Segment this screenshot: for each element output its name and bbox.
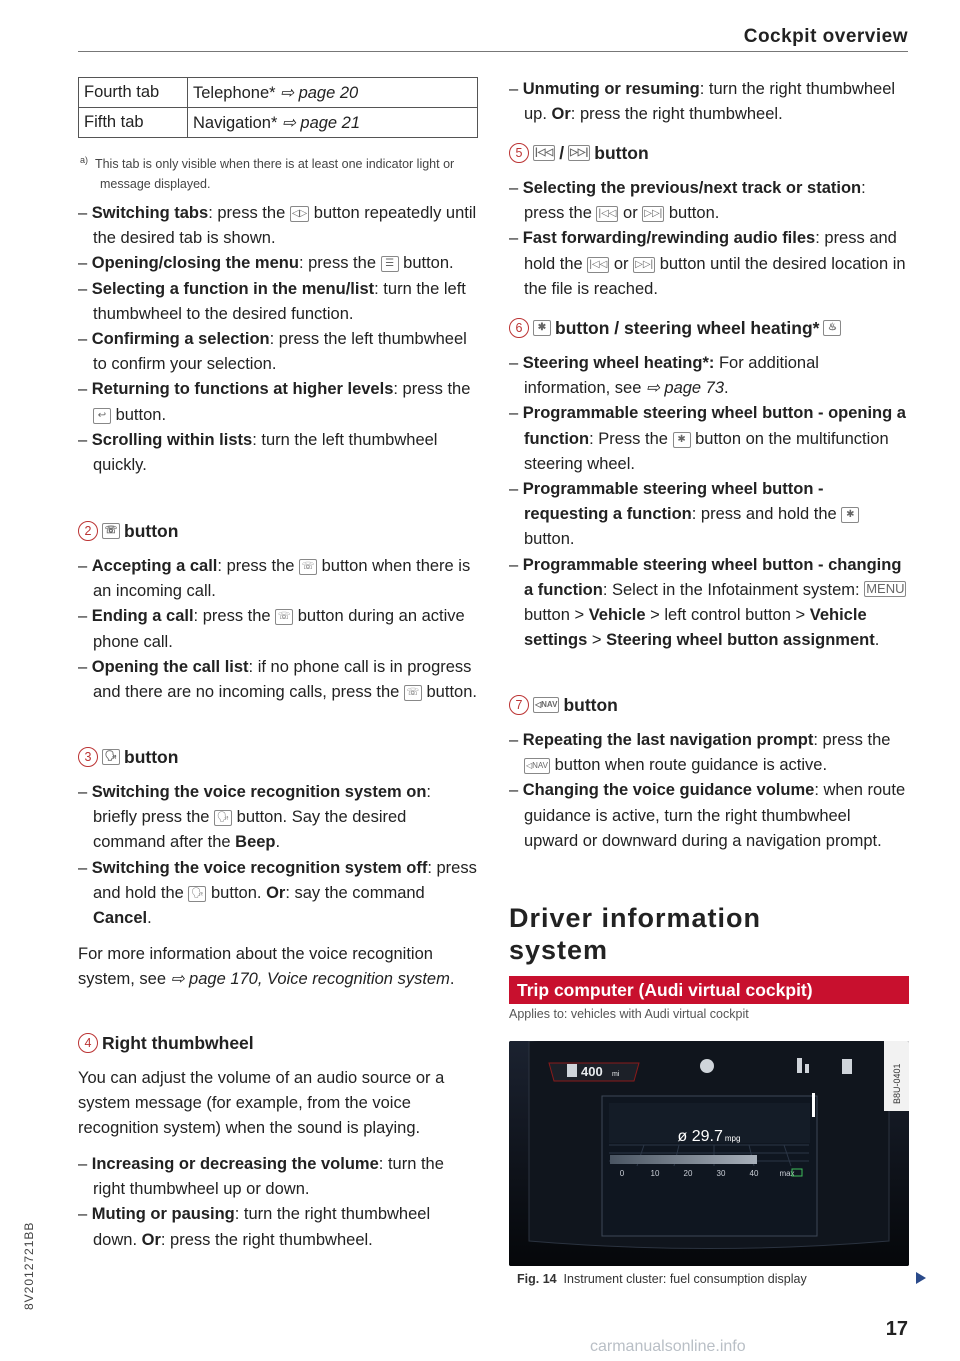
scale-tick-label: 20 bbox=[683, 1169, 693, 1178]
page-header-title: Cockpit overview bbox=[743, 26, 908, 47]
page-ref-link[interactable]: ⇨ page 21 bbox=[281, 113, 361, 132]
continue-arrow-icon bbox=[916, 1272, 926, 1284]
callout-number-icon: 4 bbox=[78, 1033, 98, 1053]
page-ref-link[interactable]: ⇨ page 73 bbox=[645, 379, 725, 398]
left-bullets bbox=[78, 201, 478, 478]
consumption-fill-bar bbox=[610, 1155, 757, 1164]
tab-switch-key-icon: ◁▷ bbox=[290, 206, 309, 222]
list-item: – Unmuting or resuming: turn the right thumbwheel up. Or: press the right thumbwheel. bbox=[509, 80, 896, 124]
list-item: – Fast forwarding/rewinding audio files: press and hold the |◁◁ or ▷▷| button until the desired location in the file is reached. bbox=[509, 229, 906, 298]
section-heading-7: 7 ◁NAV button bbox=[509, 693, 618, 717]
applies-to-note: Applies to: vehicles with Audi virtual cockpit bbox=[509, 1007, 749, 1021]
table-row bbox=[79, 78, 478, 108]
section-heading-5: 5 |◁◁ / ▷▷| button bbox=[509, 141, 649, 165]
signal-icon bbox=[797, 1058, 802, 1073]
list-item: – Repeating the last navigation prompt: press the ◁NAV button when route guidance is active. bbox=[509, 731, 891, 775]
previous-track-key-icon: |◁◁ bbox=[596, 206, 618, 222]
steering-wheel-heating-icon: ♨ bbox=[823, 320, 841, 336]
sec2-bullets bbox=[78, 554, 478, 705]
more-info-paragraph: For more information about the voice recognition system, see ⇨ page 170, Voice recognition system. bbox=[78, 945, 455, 989]
cluster-graphic bbox=[509, 1041, 909, 1266]
page-number: 17 bbox=[885, 1318, 908, 1340]
list-item: – Changing the voice guidance volume: when route guidance is active, turn the right thumbwheel upward or downward during a navigation prompt. bbox=[509, 781, 906, 850]
section-heading-4: 4 Right thumbwheel bbox=[78, 1031, 254, 1055]
programmable-key-icon: ✱ bbox=[533, 320, 551, 336]
back-key-icon: ↩ bbox=[93, 408, 111, 424]
section-heading-2: 2 ☏ button bbox=[78, 519, 178, 543]
table-row bbox=[79, 108, 478, 138]
scale-tick-label: 30 bbox=[716, 1169, 726, 1178]
section-heading-6: 6 ✱ button / steering wheel heating* ♨ bbox=[509, 316, 841, 340]
next-track-key-icon: ▷▷| bbox=[633, 257, 655, 273]
list-item: – Programmable steering wheel button - opening a function: Press the ✱ button on the multifunction steering wheel. bbox=[509, 404, 906, 473]
list-item: – Switching the voice recognition system off: press and hold the 🗣 button. Or: say the command Cancel. bbox=[78, 858, 477, 928]
list-item: – Selecting a function in the menu/list: turn the left thumbwheel to the desired function. bbox=[78, 279, 466, 323]
table-cell-tab: Fourth tab bbox=[79, 78, 188, 108]
range-value: 400 bbox=[581, 1064, 603, 1079]
callout-number-icon: 6 bbox=[509, 318, 529, 338]
nav-key-icon: ◁NAV bbox=[524, 758, 550, 774]
right-top-bullet bbox=[509, 77, 909, 127]
list-item: – Steering wheel heating*: For additional information, see ⇨ page 73. bbox=[509, 354, 819, 398]
list-item: – Opening/closing the menu: press the ☰ button. bbox=[78, 254, 454, 273]
list-item: – Scrolling within lists: turn the left thumbwheel quickly. bbox=[78, 430, 438, 475]
sec6-bullets bbox=[509, 351, 909, 653]
list-item: – Selecting the previous/next track or station: press the |◁◁ or ▷▷| button. bbox=[509, 179, 866, 223]
range-unit: mi bbox=[612, 1071, 620, 1078]
phone-key-icon: ☏ bbox=[102, 523, 120, 539]
programmable-key-icon: ✱ bbox=[673, 432, 691, 448]
table-cell-content: Telephone* ⇨ page 20 bbox=[188, 78, 478, 108]
list-item: – Ending a call: press the ☏ button during an active phone call. bbox=[78, 607, 465, 651]
average-consumption: ø 29.7 mpg bbox=[677, 1128, 741, 1145]
list-item: – Confirming a selection: press the left thumbwheel to confirm your selection. bbox=[78, 330, 467, 374]
sec7-bullets bbox=[509, 728, 909, 854]
figure-caption: Fig. 14 Instrument cluster: fuel consumption display bbox=[517, 1272, 807, 1286]
voice-key-icon: 🗣 bbox=[214, 810, 232, 826]
next-track-key-icon: ▷▷| bbox=[642, 206, 664, 222]
sec3-bullets bbox=[78, 780, 478, 931]
scale-tick-label: 0 bbox=[619, 1169, 625, 1178]
programmable-key-icon: ✱ bbox=[841, 507, 859, 523]
marker bbox=[812, 1093, 815, 1117]
page-ref-link[interactable]: ⇨ page 170, Voice recognition system bbox=[170, 970, 450, 989]
settings-icon bbox=[700, 1059, 714, 1073]
subsection-bar: Trip computer (Audi virtual cockpit) bbox=[509, 976, 909, 1004]
table-cell-content: Navigation* ⇨ page 21 bbox=[188, 108, 478, 138]
voice-key-icon: 🗣 bbox=[102, 749, 120, 765]
previous-track-key-icon: |◁◁ bbox=[533, 145, 555, 161]
list-item: – Opening the call list: if no phone call is in progress and there are no incoming calls, press the ☏ button. bbox=[78, 657, 477, 702]
list-item: – Programmable steering wheel button - requesting a function: press and hold the ✱ button. bbox=[509, 477, 909, 553]
callout-number-icon: 5 bbox=[509, 143, 529, 163]
header-rule bbox=[78, 51, 908, 52]
sec4-bullets bbox=[78, 1152, 478, 1253]
watermark-link[interactable]: carmanualsonline.info bbox=[590, 1338, 746, 1355]
list-item: – Muting or pausing: turn the right thumbwheel down. Or: press the right thumbwheel. bbox=[78, 1205, 431, 1249]
scale-tick-label: 10 bbox=[650, 1169, 660, 1178]
previous-track-key-icon: |◁◁ bbox=[587, 257, 609, 273]
callout-number-icon: 3 bbox=[78, 747, 98, 767]
figure-code: B8U-0401 bbox=[892, 1063, 902, 1104]
page-ref-link[interactable]: ⇨ page 20 bbox=[280, 83, 359, 102]
callout-number-icon: 2 bbox=[78, 521, 98, 541]
next-track-key-icon: ▷▷| bbox=[568, 145, 590, 161]
scale-tick-label: max bbox=[779, 1169, 795, 1178]
footnote: $^{a)}$ This tab is only visible when there is at least one indicator light or message displayed. bbox=[80, 155, 455, 192]
document-code: 8V2012721BB bbox=[22, 1221, 36, 1310]
voice-key-icon: 🗣 bbox=[188, 886, 206, 902]
fuel-icon bbox=[567, 1064, 577, 1077]
menu-key-icon: ☰ bbox=[381, 256, 399, 272]
sec5-bullets bbox=[509, 176, 909, 302]
sec4-paragraph: You can adjust the volume of an audio source or a system message (for example, from the voice recognition system) when the sound is playing. bbox=[78, 1069, 445, 1138]
list-item: – Returning to functions at higher levels: press the ↩ button. bbox=[78, 380, 471, 424]
section-heading-3: 3 🗣 button bbox=[78, 745, 178, 769]
phone-key-icon: ☏ bbox=[404, 685, 422, 701]
list-item: – Increasing or decreasing the volume: turn the right thumbwheel up or down. bbox=[78, 1155, 444, 1199]
phone-key-icon: ☏ bbox=[299, 559, 317, 575]
list-item: – Accepting a call: press the ☏ button when there is an incoming call. bbox=[78, 557, 471, 601]
phone-icon bbox=[842, 1059, 852, 1074]
tab-table bbox=[78, 77, 478, 138]
callout-number-icon: 7 bbox=[509, 695, 529, 715]
scale-tick-label: 40 bbox=[749, 1169, 759, 1178]
section-title: Driver information system bbox=[509, 903, 762, 965]
table-cell-tab: Fifth tab bbox=[79, 108, 188, 138]
phone-key-icon: ☏ bbox=[275, 609, 293, 625]
list-item: – Switching the voice recognition system on: briefly press the 🗣 button. Say the desired command after the Beep. bbox=[78, 783, 431, 852]
menu-key-icon: MENU bbox=[866, 580, 905, 596]
list-item: – Programmable steering wheel button - changing a function: Select in the Infotainment system: MENU button > Vehicle > left control button > Vehicle settings > Steering wheel button assignment. bbox=[509, 555, 905, 650]
instrument-cluster-figure bbox=[509, 1041, 909, 1266]
list-item: – Switching tabs: press the ◁▷ button repeatedly until the desired tab is shown. bbox=[78, 204, 477, 248]
nav-key-icon: ◁NAV bbox=[533, 697, 559, 713]
